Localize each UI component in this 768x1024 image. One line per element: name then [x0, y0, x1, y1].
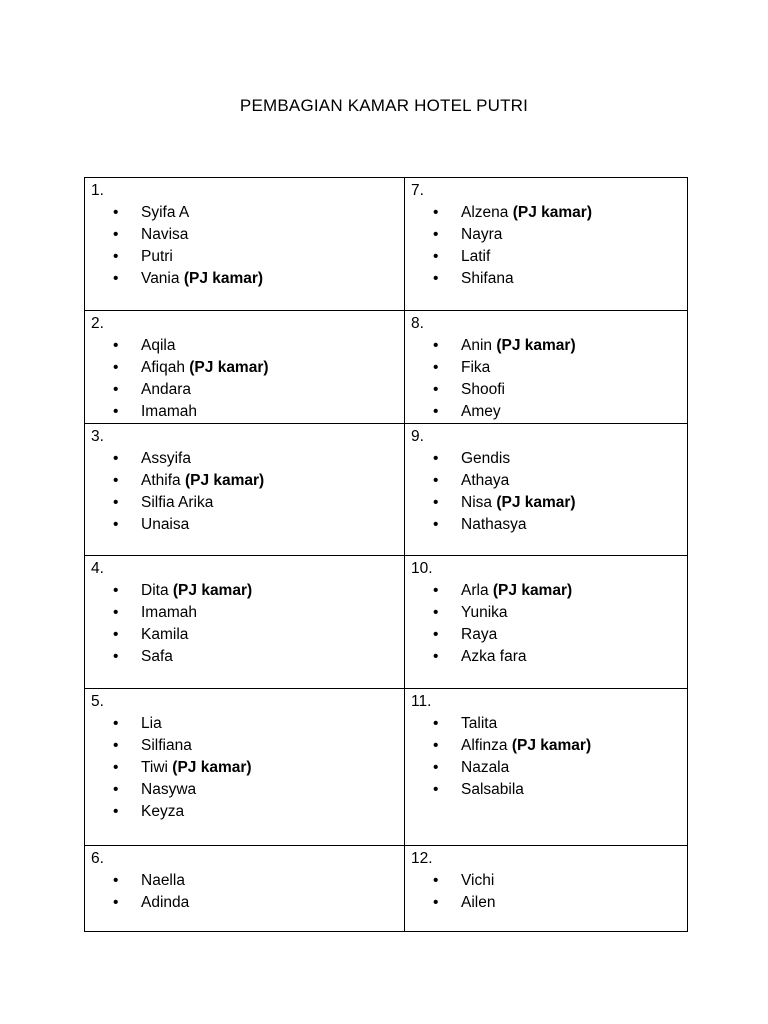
member-name: Keyza: [141, 803, 185, 820]
room-cell: [85, 424, 405, 556]
list-item: [433, 268, 681, 290]
document-title: PEMBAGIAN KAMAR HOTEL PUTRI: [239, 96, 529, 115]
member-name: Yunika: [461, 604, 508, 621]
member-name: Nazala: [461, 759, 510, 776]
list-item: [433, 379, 681, 401]
member-name: Imamah: [141, 403, 197, 420]
member-name: Amey: [461, 403, 501, 420]
list-item: [433, 246, 681, 268]
room-cell: [405, 178, 688, 311]
member-name: Talita: [461, 715, 498, 732]
room-cell: [405, 424, 688, 556]
member-name: Anin: [461, 337, 493, 354]
list-item: [113, 779, 398, 801]
member-name: Vania: [141, 270, 180, 287]
list-item: [113, 602, 398, 624]
member-name: Nisa: [461, 494, 497, 511]
member-name: Shoofi: [461, 381, 505, 398]
member-name: Ailen: [461, 894, 496, 911]
list-item: [113, 801, 398, 823]
member-name: Andara: [141, 381, 191, 398]
room-number: 7.: [411, 182, 424, 199]
table-row: [85, 846, 688, 932]
member-name: Nathasya: [461, 516, 527, 533]
list-item: [113, 401, 398, 423]
room-number: 6.: [91, 850, 104, 867]
list-item: [433, 757, 681, 779]
member-name: Arla: [461, 582, 489, 599]
list-item: [113, 492, 398, 514]
member-list: [411, 202, 681, 290]
list-item: [433, 448, 681, 470]
table-row: [85, 178, 688, 311]
list-item: [433, 870, 681, 892]
member-list: [91, 580, 398, 668]
list-item: [113, 470, 398, 492]
member-name: Assyifa: [141, 450, 191, 467]
member-list: [411, 713, 681, 801]
list-item: [113, 357, 398, 379]
room-number: 11.: [411, 693, 432, 710]
member-name: Silfiana: [141, 737, 192, 754]
list-item: [433, 735, 681, 757]
room-number: 12.: [411, 850, 433, 867]
list-item: [113, 757, 398, 779]
member-name: Alfinza: [461, 737, 508, 754]
list-item: [433, 514, 681, 536]
list-item: [433, 357, 681, 379]
list-item: [433, 892, 681, 914]
room-leader-label: (PJ kamar): [496, 337, 576, 354]
list-item: [113, 379, 398, 401]
table-row: [85, 424, 688, 556]
room-leader-label: (PJ kamar): [172, 582, 253, 599]
room-number: 5.: [91, 693, 104, 710]
room-number: 1.: [91, 182, 104, 199]
list-item: [113, 735, 398, 757]
member-name: Salsabila: [461, 781, 524, 798]
member-name: Safa: [141, 648, 173, 665]
list-item: [433, 602, 681, 624]
room-cell: [405, 846, 688, 932]
list-item: [433, 646, 681, 668]
list-item: [433, 713, 681, 735]
member-name: Latif: [461, 248, 491, 265]
list-item: [433, 224, 681, 246]
list-item: [113, 580, 398, 602]
member-list: [91, 870, 398, 914]
member-name: Lia: [141, 715, 162, 732]
room-number: 3.: [91, 428, 104, 445]
member-list: [411, 448, 681, 536]
member-name: Alzena: [461, 204, 509, 221]
member-name: Unaisa: [141, 516, 190, 533]
list-item: [433, 202, 681, 224]
list-item: [433, 580, 681, 602]
room-leader-label: (PJ kamar): [184, 472, 265, 489]
room-number: 10.: [411, 560, 433, 577]
member-name: Syifa A: [141, 204, 190, 221]
list-item: [433, 779, 681, 801]
room-number: 9.: [411, 428, 424, 445]
room-leader-label: (PJ kamar): [189, 359, 269, 376]
member-name: Silfia Arika: [141, 494, 214, 511]
room-leader-label: (PJ kamar): [496, 494, 576, 511]
member-name: Vichi: [461, 872, 495, 889]
room-cell: [85, 846, 405, 932]
member-name: Aqila: [141, 337, 176, 354]
list-item: [113, 224, 398, 246]
member-name: Azka fara: [461, 648, 527, 665]
list-item: [113, 624, 398, 646]
room-leader-label: (PJ kamar): [492, 582, 573, 599]
list-item: [113, 514, 398, 536]
list-item: [433, 401, 681, 423]
member-name: Fika: [461, 359, 491, 376]
list-item: [113, 713, 398, 735]
room-cell: [405, 311, 688, 424]
member-name: Putri: [141, 248, 173, 265]
room-cell: [85, 178, 405, 311]
member-name: Tiwi: [141, 759, 168, 776]
room-assignment-table: [84, 177, 688, 932]
member-name: Athifa: [141, 472, 181, 489]
room-number: 4.: [91, 560, 104, 577]
member-name: Gendis: [461, 450, 511, 467]
member-name: Athaya: [461, 472, 510, 489]
member-name: Nayra: [461, 226, 503, 243]
list-item: [113, 246, 398, 268]
member-name: Shifana: [461, 270, 514, 287]
room-leader-label: (PJ kamar): [512, 204, 592, 221]
list-item: [433, 470, 681, 492]
room-leader-label: (PJ kamar): [511, 737, 592, 754]
room-cell: [85, 311, 405, 424]
member-list: [91, 713, 398, 823]
member-list: [411, 870, 681, 914]
list-item: [113, 448, 398, 470]
member-list: [411, 580, 681, 668]
room-leader-label: (PJ kamar): [172, 759, 252, 776]
room-cell: [85, 556, 405, 689]
member-name: Raya: [461, 626, 498, 643]
table-row: [85, 556, 688, 689]
member-name: Kamila: [141, 626, 189, 643]
member-list: [91, 202, 398, 290]
room-cell: [405, 556, 688, 689]
member-name: Dita: [141, 582, 169, 599]
member-name: Imamah: [141, 604, 197, 621]
member-name: Adinda: [141, 894, 190, 911]
list-item: [433, 492, 681, 514]
room-cell: [85, 689, 405, 846]
list-item: [113, 870, 398, 892]
list-item: [113, 646, 398, 668]
table-row: [85, 311, 688, 424]
member-name: Navisa: [141, 226, 189, 243]
room-number: 8.: [411, 315, 424, 332]
room-leader-label: (PJ kamar): [183, 270, 264, 287]
list-item: [113, 268, 398, 290]
member-list: [91, 335, 398, 423]
list-item: [433, 624, 681, 646]
list-item: [113, 335, 398, 357]
member-name: Afiqah: [141, 359, 185, 376]
table-row: [85, 689, 688, 846]
member-list: [411, 335, 681, 423]
list-item: [113, 892, 398, 914]
member-name: Nasywa: [141, 781, 197, 798]
list-item: [113, 202, 398, 224]
room-cell: [405, 689, 688, 846]
list-item: [433, 335, 681, 357]
room-number: 2.: [91, 315, 104, 332]
member-list: [91, 448, 398, 536]
member-name: Naella: [141, 872, 185, 889]
